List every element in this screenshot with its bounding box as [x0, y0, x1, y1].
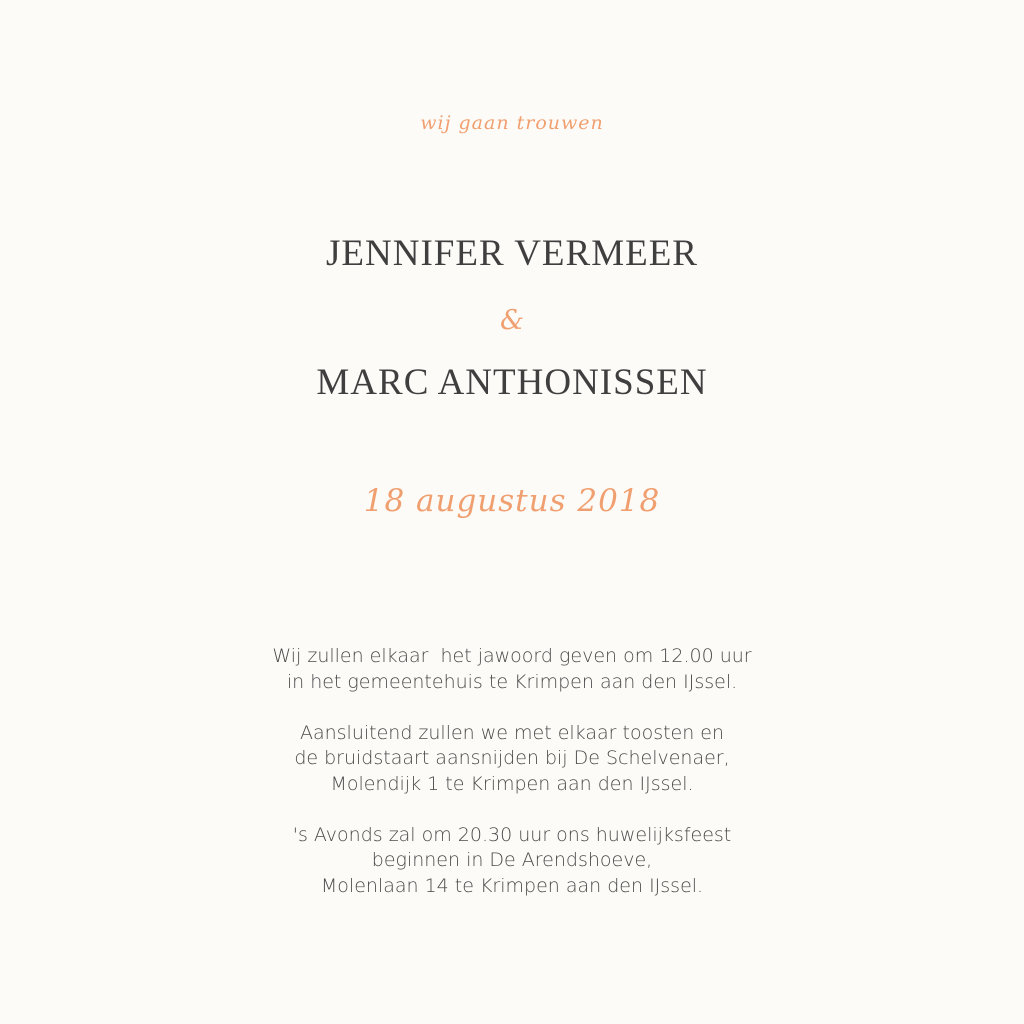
ampersand: & — [499, 305, 525, 336]
ceremony-paragraph — [0, 644, 1024, 695]
party-paragraph — [0, 823, 1024, 900]
event-details — [0, 644, 1024, 925]
reception-paragraph — [0, 721, 1024, 798]
groom-name: MARC ANTHONISSEN — [316, 362, 708, 403]
detail-line: beginnen in De Arendshoeve, — [371, 849, 653, 871]
intro-text: wij gaan trouwen — [420, 112, 604, 134]
detail-line: Molendijk 1 te Krimpen aan den IJssel. — [330, 772, 694, 795]
detail-line: Molenlaan 14 te Krimpen aan den IJssel. — [320, 874, 704, 897]
detail-line: 's Avonds zal om 20.30 uur ons huwelijksfeest — [292, 823, 732, 846]
detail-line: Aansluitend zullen we met elkaar toosten en — [299, 721, 725, 744]
detail-line: de bruidstaart aansnijden bij De Schelvenaer, — [294, 747, 730, 769]
detail-line: Wij zullen elkaar het jawoord geven om 12.00 uur — [272, 645, 752, 667]
bride-name: JENNIFER VERMEER — [326, 233, 698, 274]
wedding-date: 18 augustus 2018 — [363, 483, 661, 519]
detail-line: in het gemeentehuis te Krimpen aan den IJssel. — [286, 670, 738, 693]
